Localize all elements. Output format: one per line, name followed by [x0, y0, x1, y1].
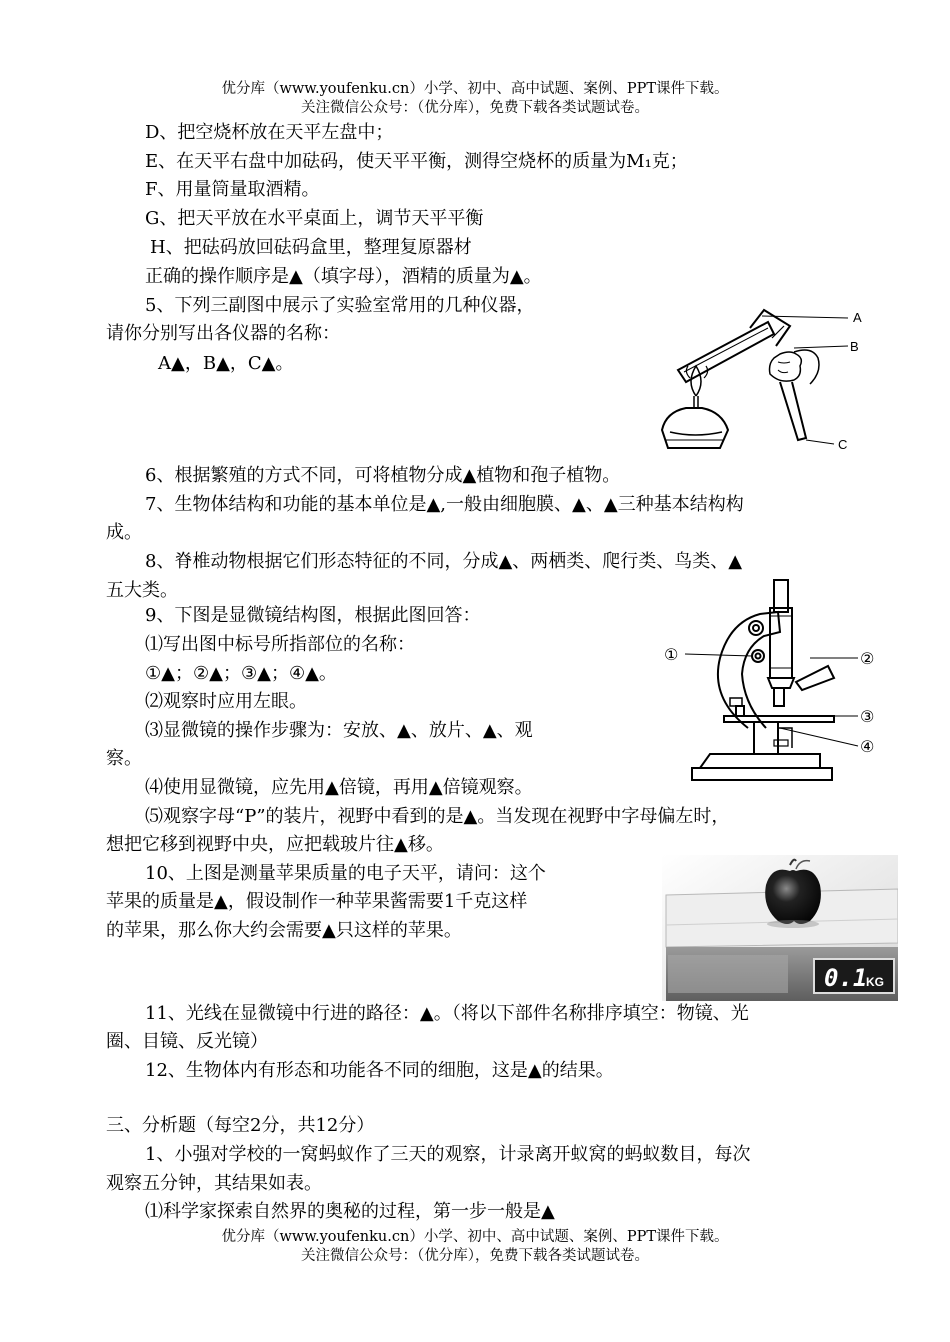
label-a: A	[853, 310, 862, 325]
flame	[691, 366, 701, 396]
analysis-q1-part-1: ⑴科学家探索自然界的奥秘的过程，第一步一般是▲	[145, 1201, 555, 1222]
scale-unit: KG	[866, 975, 884, 989]
lab-apparatus-figure	[650, 300, 880, 460]
q4-answer-prompt: 正确的操作顺序是▲（填字母），酒精的质量为▲。	[145, 266, 542, 287]
page-footer-line-2: 关注微信公众号：（优分库），免费下载各类试题试卷。	[301, 1248, 649, 1264]
q9-part-4: ⑷使用显微镜，应先用▲倍镜，再用▲倍镜观察。	[145, 777, 533, 798]
q5-line-1: 5、下列三副图中展示了实验室常用的几种仪器，	[145, 295, 535, 316]
step-e: E、在天平右盘中加砝码，使天平平衡，测得空烧杯的质量为M₁克；	[145, 151, 688, 172]
objective	[774, 688, 784, 706]
electronic-scale-figure	[662, 855, 898, 1001]
label-1: ①	[664, 645, 679, 664]
q9-part-1: ⑴写出图中标号所指部位的名称：	[145, 634, 415, 655]
q5-line-2: 请你分别写出各仪器的名称：	[106, 323, 340, 344]
label-3: ③	[860, 707, 875, 726]
objective-side	[796, 666, 834, 690]
microscope-base	[692, 768, 832, 780]
page-header-line-2: 关注微信公众号：（优分库），免费下载各类试题试卷。	[301, 100, 649, 116]
q6: 6、根据繁殖的方式不同，可将植物分成▲植物和孢子植物。	[145, 465, 621, 486]
q7-line-1: 7、生物体结构和功能的基本单位是▲,一般由细胞膜、▲、▲三种基本结构构	[145, 494, 744, 515]
alcohol-lamp	[662, 408, 728, 448]
analysis-q1-line-2: 观察五分钟，其结果如表。	[106, 1173, 322, 1194]
q9-part-1-blanks: ①▲；②▲；③▲；④▲。	[145, 663, 337, 684]
label-c: C	[838, 437, 848, 452]
q5-answer-blanks: A▲，B▲，C▲。	[158, 353, 294, 374]
page-header-line-1: 优分库（www.youfenku.cn）小学、初中、高中试题、案例、PPT课件下载。	[221, 81, 729, 97]
page-footer-line-1: 优分库（www.youfenku.cn）小学、初中、高中试题、案例、PPT课件下载。	[221, 1229, 729, 1245]
q8-line-1: 8、脊椎动物根据它们形态特征的不同，分成▲、两栖类、爬行类、鸟类、▲	[145, 551, 743, 572]
mirror	[774, 740, 788, 746]
apple	[765, 870, 821, 924]
microscope-figure	[660, 578, 892, 784]
q9-part-2: ⑵观察时应用左眼。	[145, 691, 307, 712]
step-d: D、把空烧杯放在天平左盘中；	[145, 122, 394, 143]
q9-part-5-line-2: 想把它移到视野中央，应把载玻片往▲移。	[106, 834, 444, 855]
step-h: H、把砝码放回砝码盒里，整理复原器材	[150, 237, 472, 258]
q7-line-2: 成。	[106, 522, 142, 543]
q10-line-2: 苹果的质量是▲，假设制作一种苹果酱需要1千克这样	[106, 891, 528, 912]
step-f: F、用量筒量取酒精。	[145, 179, 320, 200]
test-tube	[780, 382, 806, 440]
q9-intro: 9、下图是显微镜结构图，根据此图回答：	[145, 605, 481, 626]
label-4: ④	[860, 737, 875, 756]
label-2: ②	[860, 649, 875, 668]
q9-part-3-line-1: ⑶显微镜的操作步骤为：安放、▲、放片、▲、观	[145, 720, 533, 741]
q9-part-5-line-1: ⑸观察字母“P”的装片，视野中看到的是▲。当发现在视野中字母偏左时，	[145, 806, 730, 827]
q12: 12、生物体内有形态和功能各不同的细胞，这是▲的结果。	[145, 1060, 614, 1081]
q10-line-1: 10、上图是测量苹果质量的电子天平，请问：这个	[145, 863, 546, 884]
section-3-heading: 三、分析题（每空2分，共12分）	[106, 1115, 375, 1136]
q8-line-2: 五大类。	[106, 580, 178, 601]
hand	[770, 352, 802, 381]
q10-line-3: 的苹果，那么你大约会需要▲只这样的苹果。	[106, 920, 462, 941]
coarse-knob	[749, 621, 763, 635]
q11-line-1: 11、光线在显微镜中行进的路径：▲。（将以下部件名称排序填空：物镜、光	[145, 1003, 749, 1024]
q11-line-2: 圈、目镜、反光镜）	[106, 1031, 268, 1052]
analysis-q1-line-1: 1、小强对学校的一窝蚂蚁作了三天的观察，计录离开蚁窝的蚂蚁数目，每次	[145, 1144, 751, 1165]
label-b: B	[850, 339, 859, 354]
fine-knob	[752, 650, 764, 662]
q9-part-3-line-2: 察。	[106, 748, 142, 769]
step-g: G、把天平放在水平桌面上，调节天平平衡	[145, 208, 484, 229]
scale-reading: 0.1	[824, 964, 868, 992]
